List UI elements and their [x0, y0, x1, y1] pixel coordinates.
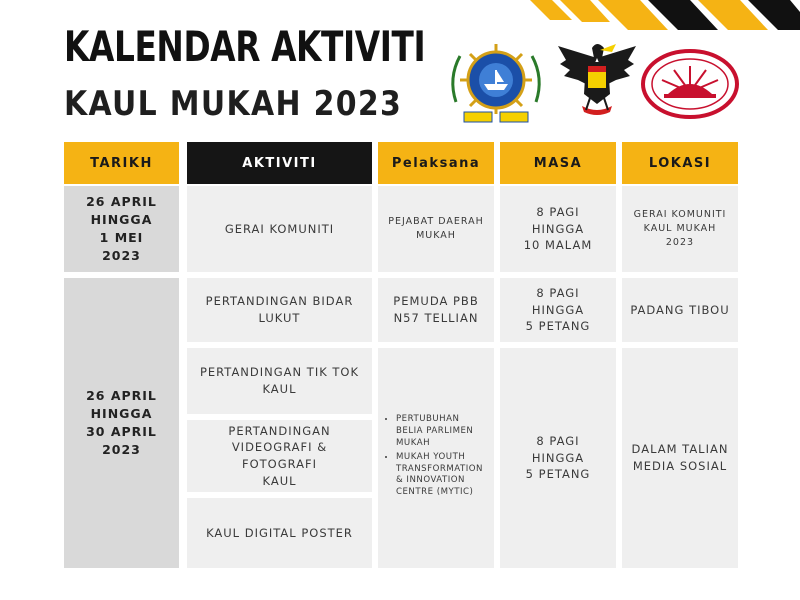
time-line: 10 MALAM	[523, 238, 593, 253]
activity-bidar-lukut-cell	[187, 278, 372, 342]
row1-time-cell	[500, 186, 616, 272]
activity-line: KAUL	[262, 382, 297, 396]
header-aktiviti: AKTIVITI	[187, 142, 372, 184]
activity-gerai-komuniti: GERAI KOMUNITI	[224, 221, 335, 236]
organizer-line: MUKAH	[416, 230, 456, 241]
location-a-cell	[622, 278, 738, 342]
activity-line: PERTANDINGAN TIK TOK	[199, 365, 360, 380]
location-line: KAUL MUKAH	[643, 223, 717, 235]
time-line: HINGGA	[531, 450, 585, 465]
activity-digital-poster-cell	[187, 498, 372, 568]
location-line: MEDIA SOSIAL	[632, 459, 728, 473]
location-b-cell	[622, 348, 738, 568]
time-a-cell	[500, 278, 616, 342]
activity-line: KAUL DIGITAL POSTER	[206, 525, 353, 540]
row2-date-line: 2023	[102, 442, 141, 458]
activity-line: KAUL	[262, 473, 297, 488]
header-lokasi: LOKASI	[622, 142, 738, 184]
organizer-line: PEMUDA PBB	[393, 294, 479, 309]
location-line: 2023	[665, 236, 695, 248]
activity-line: PERTANDINGAN	[228, 423, 331, 438]
row1-location-cell	[622, 186, 738, 272]
page-subtitle: KAUL MUKAH 2023	[64, 84, 403, 124]
location-line: GERAI KOMUNITI	[633, 209, 727, 221]
ship-wheel-emblem-icon	[446, 40, 546, 130]
organizer-line: N57 TELLIAN	[393, 311, 479, 325]
header-masa: MASA	[500, 142, 616, 184]
row1-date-cell	[64, 186, 179, 272]
hornbill-crest-icon	[556, 40, 638, 120]
row1-activity-cell	[187, 186, 372, 272]
time-b-cell	[500, 348, 616, 568]
row2-date-line: HINGGA	[90, 405, 153, 421]
header-pelaksana: Pelaksana	[378, 142, 494, 184]
rising-sun-emblem-icon	[640, 48, 740, 124]
time-line: 5 PETANG	[525, 319, 591, 334]
activity-line: PERTANDINGAN BIDAR	[205, 294, 354, 309]
activity-tiktok-cell	[187, 348, 372, 414]
row1-date-line: HINGGA	[90, 211, 153, 227]
header-tarikh: TARIKH	[64, 142, 179, 184]
row1-date-line: 1 MEI	[99, 230, 144, 245]
organizer-list	[384, 414, 483, 501]
organizer-line: PEJABAT DAERAH	[388, 216, 484, 228]
time-line: 8 PAGI	[536, 285, 580, 300]
activity-line: LUKUT	[258, 311, 301, 325]
list-item: • PERTUBUHAN BELIA PARLIMEN MUKAH	[396, 414, 483, 449]
activity-line: VIDEOGRAFI & FOTOGRAFI	[231, 440, 328, 471]
row1-date-line: 2023	[102, 248, 141, 264]
page-title: KALENDAR AKTIVITI	[64, 22, 426, 71]
organizer-pemuda-cell	[378, 278, 494, 342]
row2-date-line: 30 APRIL	[86, 424, 157, 439]
time-line: 5 PETANG	[525, 467, 591, 482]
time-line: HINGGA	[531, 221, 585, 236]
activity-videografi-cell	[187, 420, 372, 492]
row1-organizer-cell	[378, 186, 494, 272]
list-item: • MUKAH YOUTH TRANSFORMATION & INNOVATION CENTRE (MYTIC)	[396, 452, 483, 498]
time-line: 8 PAGI	[536, 433, 580, 448]
location-line: DALAM TALIAN	[631, 442, 729, 457]
location-line: PADANG TIBOU	[630, 302, 730, 317]
row1-date-line: 26 APRIL	[86, 193, 157, 209]
organizer-list-cell	[378, 348, 494, 568]
row2-date-cell	[64, 278, 179, 568]
time-line: HINGGA	[531, 302, 585, 317]
time-line: 8 PAGI	[536, 204, 580, 219]
row2-date-line: 26 APRIL	[86, 387, 157, 403]
